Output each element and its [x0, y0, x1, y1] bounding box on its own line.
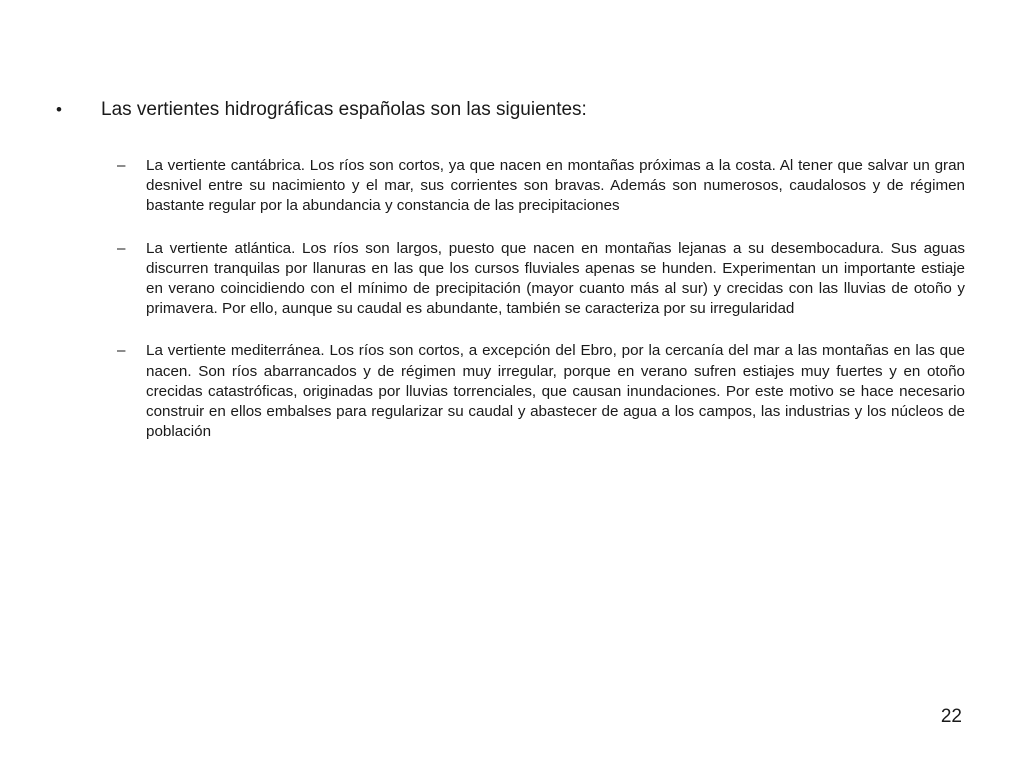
dash-marker: – [117, 342, 126, 360]
sub-item-cantabrica [117, 156, 965, 217]
sub-item-mediterranea [117, 341, 965, 442]
sub-item-text: La vertiente cantábrica. Los ríos son cortos, ya que nacen en montañas próximas a la costa. Al tener que salvar un gran desnivel entre su nacimiento y el mar, sus corrientes son bravas. Además son numerosos, caudalosos y de régimen bastante regular por la abundancia y constancia de las precipitaciones [146, 157, 965, 215]
main-bullet-text: Las vertientes hidrográficas españolas son las siguientes: [101, 99, 587, 120]
sub-bullet-list [117, 156, 965, 464]
sub-item-text: La vertiente mediterránea. Los ríos son cortos, a excepción del Ebro, por la cercanía del mar a las montañas en las que nacen. Son ríos abarrancados y de régimen muy irregular, porque en verano sufren estiajes muy fuertes y en otoño crecidas catastróficas, originadas por lluvias torrenciales, que causan inundaciones. Por este motivo se hace necesario construir en ellos embalses para regularizar su caudal y abastecer de agua a los campos, las industrias y los núcleos de población [146, 342, 965, 441]
bullet-marker: • [56, 100, 62, 119]
sub-item-text: La vertiente atlántica. Los ríos son largos, puesto que nacen en montañas lejanas a su desembocadura. Sus aguas discurren tranquilas por llanuras en las que los cursos fluviales apenas se hunden. Experimentan un importante estiaje en verano coincidiendo con el mínimo de precipitación (mayor cuanto más al sur) y crecidas con las lluvias de otoño y primavera. Por ello, aunque su caudal es abundante, también se caracteriza por su irregularidad [146, 239, 965, 318]
dash-marker: – [117, 239, 126, 257]
page-number: 22 [940, 706, 962, 727]
dash-marker: – [117, 157, 126, 174]
sub-item-atlantica [117, 239, 965, 320]
